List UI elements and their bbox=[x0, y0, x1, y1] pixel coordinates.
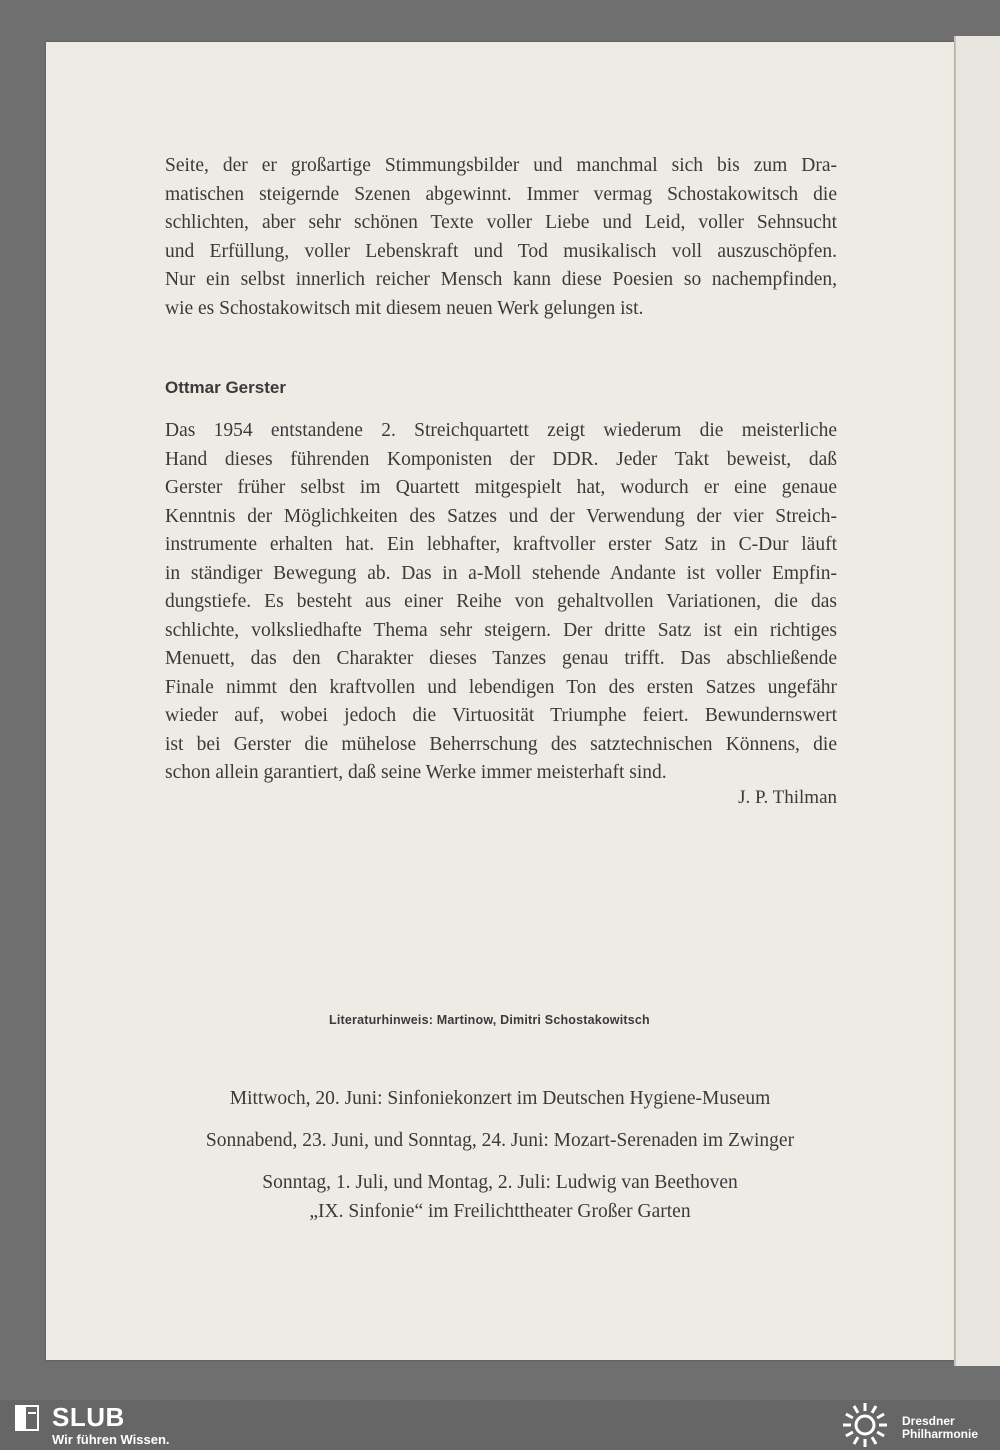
text-line: wieder auf, wobei jedoch die Virtuosität Triumphe feiert. Bewundernswert bbox=[165, 705, 837, 726]
partner-name[interactable] bbox=[902, 1415, 978, 1441]
text-line: Menuett, das den Charakter dieses Tanzes genau trifft. Das abschließende bbox=[165, 648, 837, 669]
text-line: Gerster früher selbst im Quartett mitgespielt hat, wodurch er eine genaue bbox=[165, 477, 837, 498]
event-line: „IX. Sinfonie“ im Freilichttheater Großer Garten bbox=[309, 1201, 691, 1222]
literature-reference: Literaturhinweis: Martinow, Dimitri Schostakowitsch bbox=[329, 1013, 650, 1027]
text-line: Das 1954 entstandene 2. Streichquartett zeigt wiederum die meisterliche bbox=[165, 420, 837, 441]
text-line: wie es Schostakowitsch mit diesem neuen Werk gelungen ist. bbox=[165, 297, 644, 319]
event-line: Mittwoch, 20. Juni: Sinfoniekonzert im Deutschen Hygiene-Museum bbox=[229, 1088, 771, 1109]
text-line: Nur ein selbst innerlich reicher Mensch kann diese Poesien so nachempfinden, bbox=[165, 269, 837, 290]
philharmonie-logo-icon[interactable] bbox=[840, 1402, 890, 1448]
slub-logo-icon[interactable] bbox=[14, 1404, 40, 1432]
text-line: ist bei Gerster die mühelose Beherrschung des satztechnischen Könnens, die bbox=[165, 733, 837, 755]
library-tagline: Wir führen Wissen. bbox=[52, 1432, 170, 1447]
text-line: in ständiger Bewegung ab. Das in a-Moll stehende Andante ist voller Empfin- bbox=[165, 562, 837, 584]
text-line: instrumente erhalten hat. Ein lebhafter, kraftvoller erster Satz in C-Dur läuft bbox=[165, 534, 837, 555]
event-line: Sonnabend, 23. Juni, und Sonntag, 24. Juni: Mozart-Serenaden im Zwinger bbox=[205, 1130, 795, 1151]
author-signature: J. P. Thilman bbox=[738, 787, 837, 808]
text-line: schon allein garantiert, daß seine Werke immer meisterhaft sind. bbox=[165, 762, 667, 783]
text-line: und Erfüllung, voller Lebenskraft und Tod musikalisch voll auszuschöpfen. bbox=[165, 240, 837, 262]
page-fold bbox=[954, 36, 956, 1366]
event-line: Sonntag, 1. Juli, und Montag, 2. Juli: Ludwig van Beethoven bbox=[262, 1172, 738, 1193]
partner-name-line2: Philharmonie bbox=[902, 1427, 979, 1441]
partner-name-line1: Dresdner bbox=[902, 1414, 955, 1428]
text-line: Kenntnis der Möglichkeiten des Satzes und der Verwendung der vier Streich- bbox=[165, 505, 837, 527]
text-line: Hand dieses führenden Komponisten der DDR. Jeder Takt beweist, daß bbox=[165, 448, 837, 470]
section-heading: Ottmar Gerster bbox=[165, 378, 286, 397]
library-name[interactable]: SLUB bbox=[52, 1402, 125, 1432]
text-line: Finale nimmt den kraftvollen und lebendigen Ton des ersten Satzes ungefähr bbox=[165, 676, 837, 698]
adjacent-page-edge bbox=[956, 36, 1000, 1366]
paragraph-schostakowitsch bbox=[165, 152, 837, 323]
text-line: schlichte, volksliedhafte Thema sehr steigern. Der dritte Satz ist ein richtiges bbox=[165, 619, 837, 641]
text-line: matischen steigernde Szenen abgewinnt. Immer vermag Schostakowitsch die bbox=[165, 183, 837, 205]
text-line: schlichten, aber sehr schönen Texte voller Liebe und Leid, voller Sehnsucht bbox=[165, 212, 837, 233]
paragraph-gerster bbox=[165, 417, 837, 788]
text-line: dungstiefe. Es besteht aus einer Reihe von gehaltvollen Variationen, die das bbox=[165, 591, 837, 612]
text-line: Seite, der er großartige Stimmungsbilder und manchmal sich bis zum Dra- bbox=[165, 155, 837, 176]
